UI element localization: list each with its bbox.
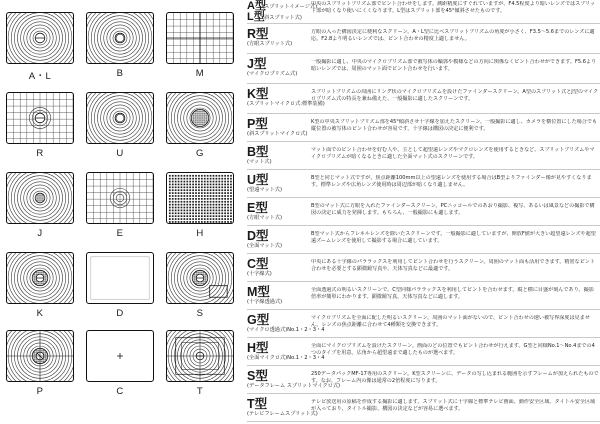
type-letter: G型 <box>247 313 270 327</box>
screen-pattern <box>87 253 153 303</box>
type-description: 方眼の入った構図決定に便利なスクリーン。A・L型に比べスプリットプリズムの角度が小さく、F3.5〜5.6までのレンズに適応。F2.8より明るいレンズでは、ピント合わせの精度上適しません。 <box>311 29 595 43</box>
screen-label: T <box>196 386 204 397</box>
screen-pattern <box>87 13 153 63</box>
type-row <box>247 370 600 394</box>
screen-label: M <box>195 68 205 79</box>
screen-label: B <box>116 68 124 79</box>
screen-label: H <box>196 228 204 239</box>
type-description: マット面でのピント合わせを好む人や、主として超望遠レンズやマクロレンズを使用するときなど、スプリットプリズムやマイクロプリズムが暗くなるときに適した全面マット式のスクリーンです。 <box>311 147 595 161</box>
type-name <box>247 369 341 389</box>
type-name <box>247 146 309 165</box>
focusing-screen-p <box>6 330 74 382</box>
type-description: 一般撮影に適し、中央のマイクロプリズム部で被写体の輪郭や模様などの方向に関係なくピント合わせができます。F5.6より暗いレンズでは、周囲のマット面でピント合わせを行います。 <box>311 59 597 73</box>
type-description: 中央にある十字線のパララックスを利用してピント合わせを行うスクリーン。周囲のマット面も活用できます。精密なピント合わせを必要とする顕微鏡写真や、天体写真などに最適です。 <box>311 259 595 273</box>
type-row <box>247 118 600 142</box>
type-subtitle: (望遠マット式) <box>247 187 282 193</box>
type-subtitle: (データフレーム スプリットマイクロ式) <box>247 383 341 389</box>
type-name <box>247 58 309 77</box>
type-description: B型のマット式に方眼を入れたファインダースクリーン。PCニッコールでのあおり撮影、複写、あるいは風景などの撮影で構図の決定に威力を発揮します。もちろん、一般撮影にも適します。 <box>311 203 595 217</box>
type-description: 250データパックMF-17専用のスクリーン。K型スクリーンに、データの写し込まれる範囲を示すフレームが加えられたものです。なお、フレーム内の像は通常の2倍程度に写ります。 <box>311 371 599 385</box>
type-description: 中央のスプリットプリズム部でピント合わせをします。測距精度にすぐれていますが、F4.5程度より暗いレンズではスプリット部が暗くなり使いにくくなります。L型はスプリット部を45°傾斜させたものです。 <box>311 1 596 15</box>
screen-label: C <box>116 386 124 397</box>
screen-pattern <box>87 93 153 143</box>
focusing-screen-g <box>166 92 234 144</box>
focusing-screen-al <box>6 12 74 64</box>
type-name <box>247 397 318 417</box>
type-subtitle: (テレビフレームスプリット式) <box>247 411 318 417</box>
screen-label: P <box>36 386 44 397</box>
type-letter: R型 <box>247 27 269 41</box>
type-description: 全面にマイクロプリズムを設けたスクリーン。画面のどの位置でもピント合わせが行えます。G型と同様No.1〜No.4までの4つのタイプを用意。広角から超望遠まで適したものが選べます。 <box>311 343 595 357</box>
focusing-screen-k <box>6 252 74 304</box>
screen-pattern <box>167 93 233 143</box>
screen-label: G <box>196 148 204 159</box>
type-name <box>247 230 309 249</box>
type-row <box>247 174 600 198</box>
screen-pattern <box>87 173 153 223</box>
type-letter: K型 <box>247 87 269 101</box>
type-letter: M型 <box>247 285 270 299</box>
screen-pattern <box>7 173 73 223</box>
type-description: 全面透過式の明るいスクリーンで、C型同様パララックスを利用してピントを合わせます。縦と横に目盛が刻んであり、撮影倍率が簡単にわかります。顕微鏡写真、天体写真などに適します。 <box>311 287 594 301</box>
type-description: K型の中央スプリットプリズム部を45°傾斜させ十字線を加えたスクリーン。一般撮影に適し、カメラを横位置にした場合でも縦位置の被写体のピント合わせが容易です。十字線は構図の決定に便利です。 <box>311 119 598 133</box>
type-row <box>247 286 600 310</box>
focusing-screen-s <box>166 252 234 304</box>
type-letter-secondary: L型 <box>247 11 265 23</box>
type-letter: J型 <box>247 57 267 71</box>
type-row <box>247 0 600 24</box>
screen-label: U <box>116 148 124 159</box>
type-letter: C型 <box>247 257 269 271</box>
focusing-screen-d <box>86 252 154 304</box>
type-name <box>247 286 309 305</box>
type-row <box>247 230 600 254</box>
type-name <box>247 174 309 193</box>
screen-pattern <box>7 253 73 303</box>
focusing-screen-h <box>166 172 234 224</box>
type-subtitle: (全面マット式) <box>247 243 282 249</box>
type-letter: U型 <box>247 173 269 187</box>
type-letter: E型 <box>247 201 268 215</box>
screen-pattern <box>167 173 233 223</box>
type-letter: H型 <box>247 341 269 355</box>
screen-pattern <box>7 13 73 63</box>
focusing-screen-u <box>86 92 154 144</box>
type-name <box>247 87 325 107</box>
type-row <box>247 398 600 422</box>
type-description: B型と同じマット式ですが、焦点距離100mm以上の望遠レンズを使用する場合はB型よりファインダー像が見やすくなります。標準レンズや広角レンズ使用時は周辺部が暗くなり適しません。 <box>311 175 592 189</box>
type-row <box>247 258 600 282</box>
type-letter: B型 <box>247 145 269 159</box>
type-subtitle: (全面マイクロ式)No.1・2・3・4 <box>247 355 325 361</box>
focusing-screen-j <box>6 172 74 224</box>
type-letter: P型 <box>247 117 268 131</box>
focusing-screen-b <box>86 12 154 64</box>
type-letter: S型 <box>247 369 268 383</box>
type-description: マイクロプリズムを全面に配した明るいスクリーン。周囲のマット面がないので、ピント合わせの速い被写界深度は見ません。レンズの焦点距離に合わせて4種類を交換できます。 <box>311 315 590 329</box>
focusing-screen-e <box>86 172 154 224</box>
screen-label: J <box>37 228 43 239</box>
type-name <box>247 202 309 221</box>
type-subtitle: (マイクロ透過式)No.1・2・3・4 <box>247 327 325 333</box>
type-row <box>247 146 600 170</box>
type-row <box>247 314 600 338</box>
type-subtitle-secondary: (斜スプリット式) <box>262 15 302 21</box>
type-row <box>247 88 600 114</box>
screen-types-table <box>247 0 600 424</box>
type-subtitle: (スプリットマイクロ式:標準装備) <box>247 101 325 107</box>
screen-pattern <box>7 331 73 381</box>
type-subtitle: (方眼スプリット式) <box>247 41 293 47</box>
screen-label: D <box>116 308 124 319</box>
type-row <box>247 202 600 226</box>
type-subtitle: (スプリットイメージ式) <box>262 4 318 10</box>
focusing-screen-c <box>86 330 154 382</box>
type-row <box>247 58 600 84</box>
type-subtitle: (マット式) <box>247 159 272 165</box>
type-name <box>247 313 325 333</box>
type-letter: T型 <box>247 397 268 411</box>
screen-pattern <box>167 331 233 381</box>
type-name <box>247 258 309 277</box>
type-description: スプリットプリズムの周囲にリング状のマイクロプリズムを設けたファインダースクリーン。A型のスプリット式とJ型のマイクロプリズム式の特長を兼ね備えた、一般撮影に適したスクリーンです。 <box>311 89 599 103</box>
type-name <box>247 118 309 137</box>
screen-samples-panel <box>0 0 242 424</box>
type-subtitle: (斜スプリットマイクロ式) <box>247 131 308 137</box>
focusing-screen-r <box>6 92 74 144</box>
type-name <box>247 341 325 361</box>
screen-label: K <box>36 308 44 319</box>
screen-pattern <box>167 253 233 303</box>
focusing-screen-t <box>166 330 234 382</box>
screen-label: E <box>116 228 124 239</box>
screen-pattern <box>87 331 153 381</box>
screen-pattern <box>167 13 233 63</box>
screen-label: A・L <box>28 71 52 82</box>
type-description: B型マット式からフレネルレンズを除いたスクリーンです。一般撮影に適していますが、開放F値が大きい超望遠レンズや超望遠ズームレンズを使用して撮影する場合に適しています。 <box>311 231 596 245</box>
type-row <box>247 342 600 366</box>
type-row <box>247 28 600 54</box>
type-name <box>247 28 309 47</box>
type-subtitle: (十字線式) <box>247 271 272 277</box>
type-letter: A型 <box>247 0 266 12</box>
focusing-screen-m <box>166 12 234 64</box>
type-description: テレビ放送用の原稿を作成する撮影に適します。スプリット式に十字線と標準テレビ画面、動作安全区域、タイトル安全区域が入っており、タイトル撮影、構図の決定などが容易に選べます。 <box>311 399 596 413</box>
type-subtitle: (十字線透過式) <box>247 299 283 305</box>
screen-label: S <box>196 308 204 319</box>
screen-pattern <box>7 93 73 143</box>
type-letter: D型 <box>247 229 269 243</box>
type-subtitle: (方眼マット式) <box>247 215 282 221</box>
screen-label: R <box>36 148 44 159</box>
type-subtitle: (マイクロプリズム式) <box>247 71 298 77</box>
